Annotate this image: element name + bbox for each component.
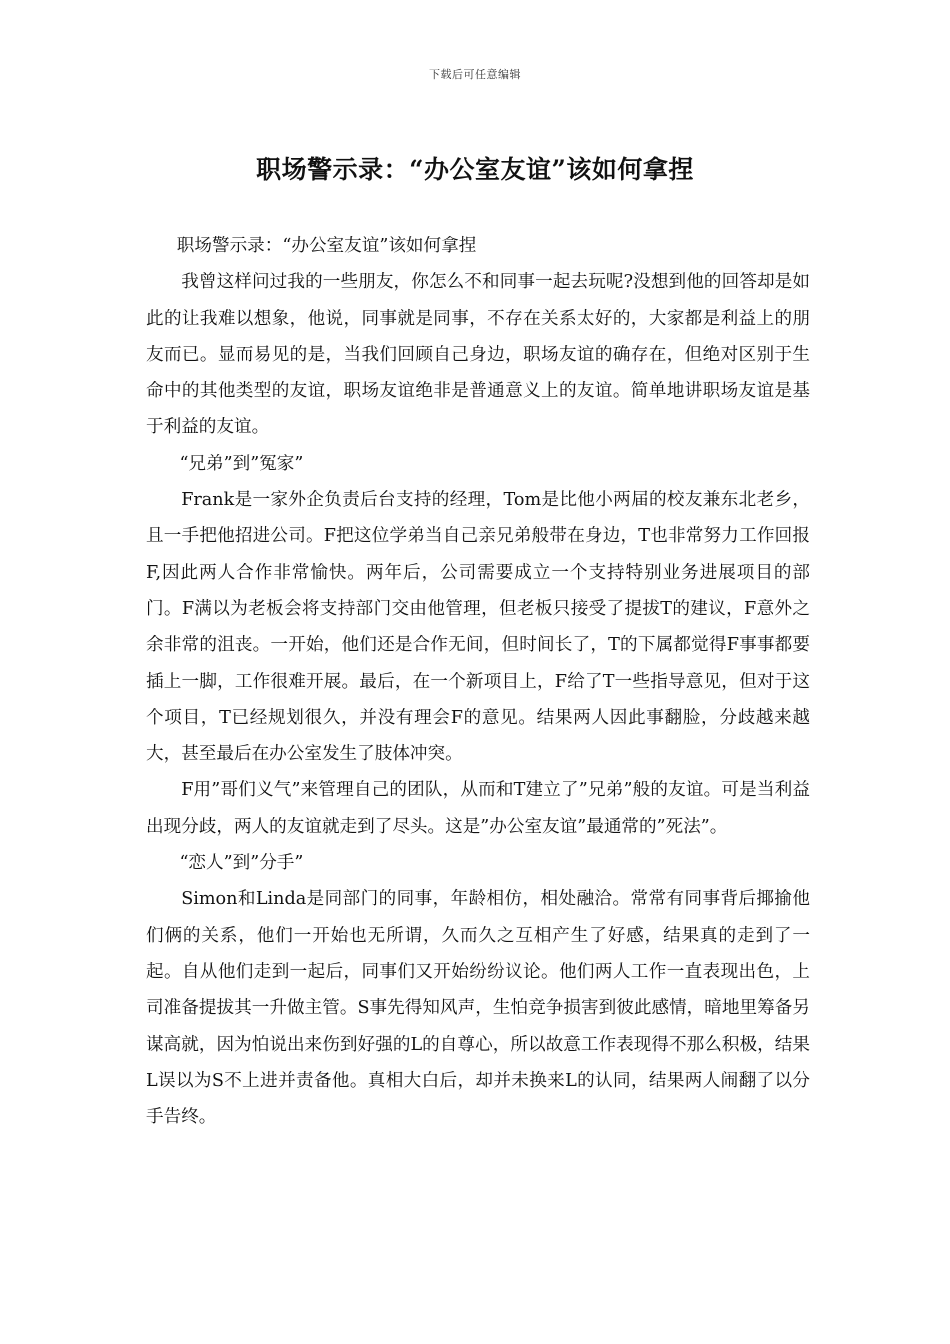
body-paragraph-simon-linda: Simon和Linda是同部门的同事，年龄相仿，相处融洽。常常有同事背后揶揄他们俩的关系，他们一开始也无所谓，久而久之互相产生了好感，结果真的走到了一起。自从他们走到一起后，同事们又开始纷纷议论。他们两人工作一直表现出色，上司准备提拔其一升做主管。S事先得知风声，生怕竞争损害到彼此感情，暗地里筹备另谋高就，因为怕说出来伤到好强的L的自尊心，所以故意工作表现得不那么积极，结果L误以为S不上进并责备他。真相大白后，却并未换来L的认同，结果两人闹翻了以分手告终。 xyxy=(146,889,810,1128)
body-paragraph-repeated-title: 职场警示录：“办公室友谊”该如何拿捏 xyxy=(176,236,477,256)
body-paragraph-brothers-conclusion: F用”哥们义气”来管理自己的团队，从而和T建立了”兄弟”般的友谊。可是当利益出现分歧，两人的友谊就走到了尽头。这是”办公室友谊”最通常的”死法”。 xyxy=(146,780,810,837)
section-heading-lovers: “恋人”到”分手” xyxy=(179,853,304,874)
document-body xyxy=(146,228,810,1135)
document-title: 职场警示录：“办公室友谊”该如何拿捏 xyxy=(256,155,694,184)
header-note: 下载后可任意编辑 xyxy=(429,68,521,81)
body-paragraph-frank-tom: Frank是一家外企负责后台支持的经理，Tom是比他小两届的校友兼东北老乡，且一手把他招进公司。F把这位学弟当自己亲兄弟般带在身边，T也非常努力工作回报F,因此两人合作非常愉快。两年后，公司需要成立一个支持特别业务进展项目的部门。F满以为老板会将支持部门交由他管理，但老板只接受了提拔T的建议，F意外之余非常的沮丧。一开始，他们还是合作无间，但时间长了，T的下属都觉得F事事都要插上一脚，工作很难开展。最后，在一个新项目上，F给了T一些指导意见，但对于这个项目，T已经规划很久，并没有理会F的意见。结果两人因此事翻脸，分歧越来越大，甚至最后在办公室发生了肢体冲突。 xyxy=(146,490,810,765)
body-paragraph-intro: 我曾这样问过我的一些朋友，你怎么不和同事一起去玩呢?没想到他的回答却是如此的让我难以想象，他说，同事就是同事，不存在关系太好的，大家都是利益上的朋友而已。显而易见的是，当我们回顾自己身边，职场友谊的确存在，但绝对区别于生命中的其他类型的友谊，职场友谊绝非是普通意义上的友谊。简单地讲职场友谊是基于利益的友谊。 xyxy=(146,272,810,438)
section-heading-brothers: “兄弟”到”冤家” xyxy=(179,453,304,474)
